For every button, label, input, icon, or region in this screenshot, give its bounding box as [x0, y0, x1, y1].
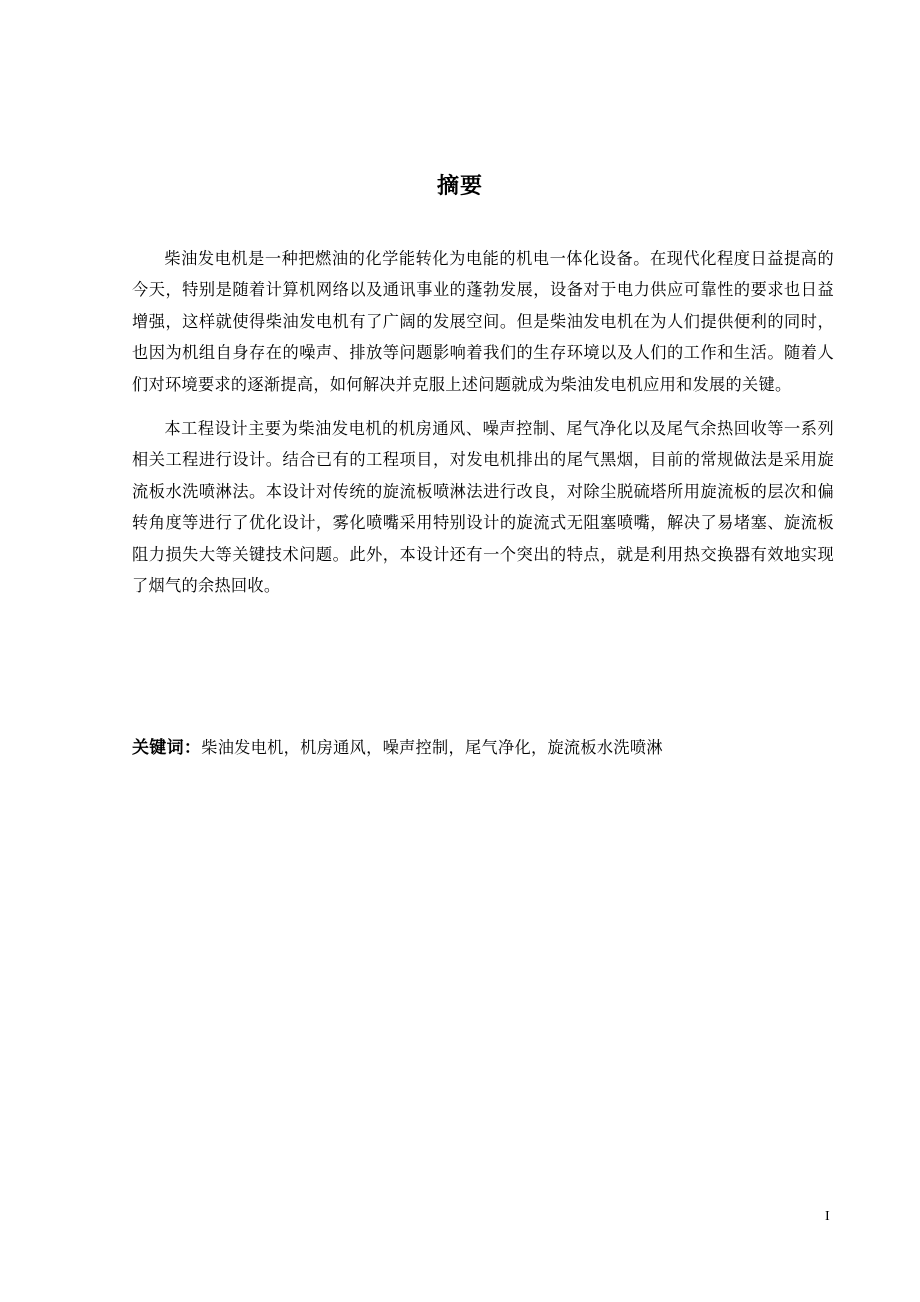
- abstract-body: [132, 243, 834, 614]
- keywords-text: 柴油发电机，机房通风，噪声控制，尾气净化，旋流板水洗喷淋: [201, 738, 663, 757]
- abstract-paragraph-1: 柴油发电机是一种把燃油的化学能转化为电能的机电一体化设备。在现代化程度日益提高的今天，特别是随着计算机网络以及通讯事业的蓬勃发展，设备对于电力供应可靠性的要求也日益增强，这样就使得柴油发电机有了广阔的发展空间。但是柴油发电机在为人们提供便利的同时，也因为机组自身存在的噪声、排放等问题影响着我们的生存环境以及人们的工作和生活。随着人们对环境要求的逐渐提高，如何解决并克服上述问题就成为柴油发电机应用和发展的关键。: [132, 249, 834, 394]
- keywords-label: 关键词：: [132, 738, 202, 758]
- abstract-paragraph-2: 本工程设计主要为柴油发电机的机房通风、噪声控制、尾气净化以及尾气余热回收等一系列相关工程进行设计。结合已有的工程项目，对发电机排出的尾气黑烟，目前的常规做法是采用旋流板水洗喷淋法。本设计对传统的旋流板喷淋法进行改良，对除尘脱硫塔所用旋流板的层次和偏转角度等进行了优化设计，雾化喷嘴采用特别设计的旋流式无阻塞喷嘴，解决了易堵塞、旋流板阻力损失大等关键技术问题。此外，本设计还有一个突出的特点，就是利用热交换器有效地实现了烟气的余热回收。: [132, 419, 834, 596]
- page-title: 摘要: [436, 174, 483, 199]
- page-number: I: [825, 1209, 830, 1224]
- keywords-line: [132, 733, 834, 763]
